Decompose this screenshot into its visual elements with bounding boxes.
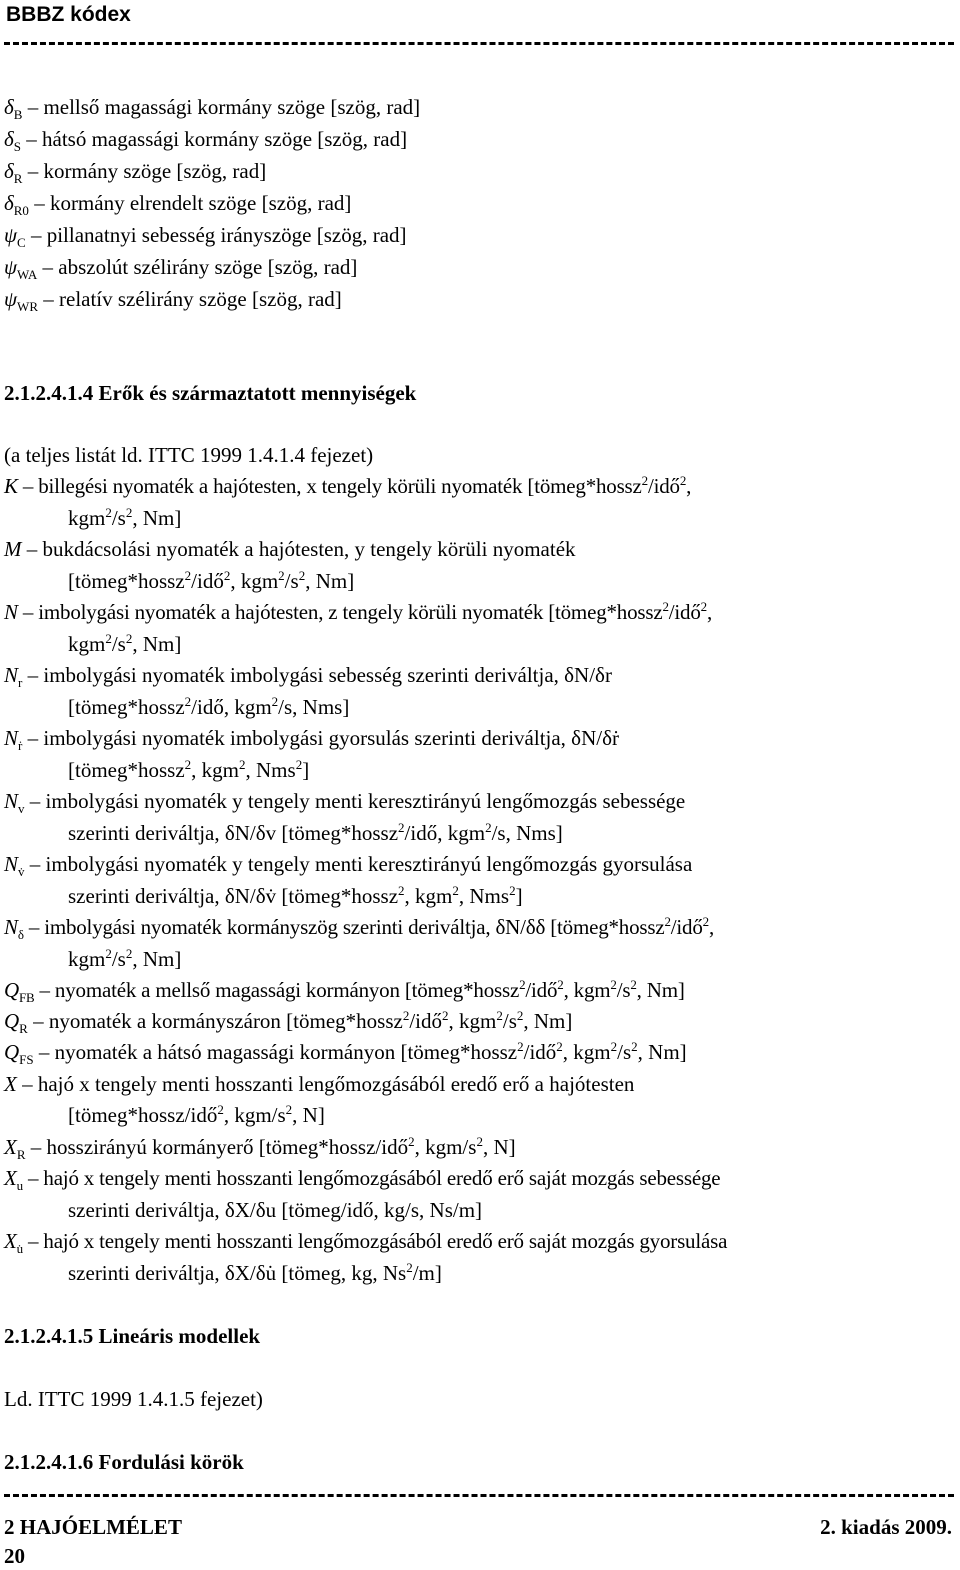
symbol-entry: $\delta_R$ – kormány szöge [szög, rad] (4, 159, 267, 187)
section-heading-linear: 2.1.2.4.1.5 Lineáris modellek (4, 1324, 261, 1348)
force-entry-cont: [tömeg*hossz$^2$, kgm$^2$, Nms$^2$] (68, 757, 310, 782)
force-entry: $N_{v̇}$ – imbolygási nyomaték y tengely menti keresztirányú lengőmozgás gyorsulása (4, 852, 693, 880)
symbol-entry: $\delta_{R0}$ – kormány elrendelt szöge [szög, rad] (4, 191, 352, 219)
page-number: 20 (4, 1544, 25, 1568)
force-entry: $N_\delta$ – imbolygási nyomaték kormányszög szerinti deriváltja, δN/δδ [tömeg*hossz$^2$/idő$^2$, (4, 914, 715, 943)
symbol-entry: $\delta_B$ – mellső magassági kormány szöge [szög, rad] (4, 95, 421, 123)
section-heading-turning: 2.1.2.4.1.6 Fordulási körök (4, 1450, 244, 1474)
header-divider (4, 42, 954, 45)
force-entry-cont: [tömeg*hossz/idő$^2$, kgm/$s^2$, N] (68, 1102, 325, 1127)
symbol-entry: $\psi_{WR}$ – relatív szélirány szöge [szög, rad] (4, 287, 342, 315)
force-entry: $Q_{FB}$ – nyomaték a mellső magassági kormányon [tömeg*hossz$^2$/idő$^2$, $kgm^2/s^2$, Nm] (4, 977, 685, 1006)
force-entry-cont: [tömeg*hossz$^2$/idő, kgm$^2$/s, Nms] (68, 694, 350, 719)
section-intro: (a teljes listát ld. ITTC 1999 1.4.1.4 fejezet) (4, 443, 374, 467)
footer-edition: 2. kiadás 2009. (820, 1515, 952, 1539)
force-entry: $X_u$ – hajó x tengely menti hosszanti lengőmozgásából eredő erő saját mozgás sebessége (4, 1166, 721, 1194)
section-text-linear: Ld. ITTC 1999 1.4.1.5 fejezet) (4, 1387, 263, 1411)
force-entry: M – bukdácsolási nyomaték a hajótesten, y tengely körüli nyomaték (4, 537, 576, 561)
force-entry: $X_{u̇}$ – hajó x tengely menti hosszanti lengőmozgásából eredő erő saját mozgás gyorsulása (4, 1229, 728, 1257)
symbol-entry: $\psi_C$ – pillanatnyi sebesség irányszöge [szög, rad] (4, 223, 407, 251)
force-entry-cont: [tömeg*hossz$^2$/idő$^2$, $kgm^2/s^2$, Nm] (68, 568, 355, 593)
force-entry: $N_ṙ$ – imbolygási nyomaték imbolygási gyorsulás szerinti deriváltja, δN/δṙ (4, 726, 619, 754)
force-entry: $Q_R$ – nyomaték a kormányszáron [tömeg*hossz$^2$/idő$^2$, $kgm^2/s^2$, Nm] (4, 1008, 573, 1037)
force-entry-cont: szerinti deriváltja, δN/δv̇ [tömeg*hossz$^2$, kgm$^2$, Nms$^2$] (68, 883, 523, 908)
force-entry: X – hajó x tengely menti hosszanti lengőmozgásából eredő erő a hajótesten (4, 1072, 635, 1096)
force-entry-cont: $kgm^2/s^2$, Nm] (68, 946, 182, 971)
header-title: BBBZ kódex (6, 3, 131, 26)
force-entry-cont: szerinti deriváltja, δX/δu̇ [tömeg, kg, Ns$^2$/m] (68, 1260, 442, 1285)
force-entry-cont: $kgm^2/s^2$, Nm] (68, 505, 182, 530)
force-entry-cont: szerinti deriváltja, δX/δu [tömeg/idő, kg/s, Ns/m] (68, 1198, 483, 1222)
force-entry: K – billegési nyomaték a hajótesten, x tengely körüli nyomaték [tömeg*hossz$^2$/idő$^2$, (4, 473, 692, 498)
symbol-entry: $\psi_{WA}$ – abszolút szélirány szöge [szög, rad] (4, 255, 358, 283)
footer-chapter: 2 HAJÓELMÉLET (4, 1515, 182, 1539)
force-entry: N – imbolygási nyomaték a hajótesten, z tengely körüli nyomaték [tömeg*hossz$^2$/idő$^2$, (4, 599, 713, 624)
force-entry-cont: $kgm^2/s^2$, Nm] (68, 631, 182, 656)
section-heading-forces: 2.1.2.4.1.4 Erők és származtatott mennyiségek (4, 381, 417, 405)
symbol-entry: $\delta_S$ – hátsó magassági kormány szöge [szög, rad] (4, 127, 408, 155)
force-entry: $Q_{FS}$ – nyomaték a hátsó magassági kormányon [tömeg*hossz$^2$/idő$^2$, $kgm^2/s^2$, Nm] (4, 1039, 687, 1068)
force-entry: $X_R$ – hosszirányú kormányerő [tömeg*hossz/idő$^2$, kgm/$s^2$, N] (4, 1134, 516, 1163)
force-entry: $N_v$ – imbolygási nyomaték y tengely menti keresztirányú lengőmozgás sebessége (4, 789, 686, 817)
footer-divider (4, 1494, 954, 1497)
force-entry: $N_r$ – imbolygási nyomaték imbolygási sebesség szerinti deriváltja, δN/δr (4, 663, 612, 691)
force-entry-cont: szerinti deriváltja, δN/δv [tömeg*hossz$^2$/idő, kgm$^2$/s, Nms] (68, 820, 563, 845)
